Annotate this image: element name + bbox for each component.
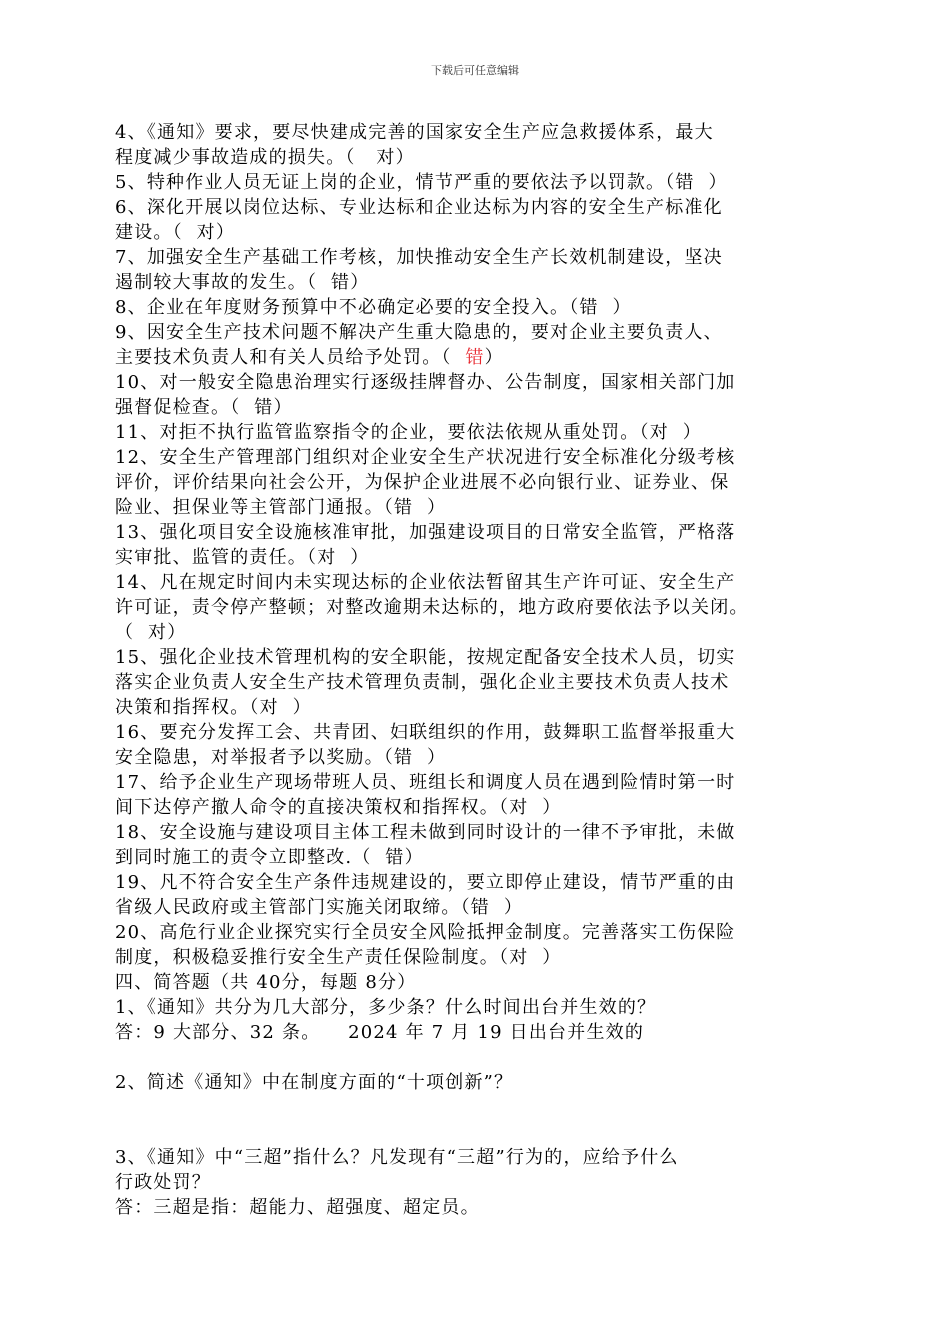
blank-line [115, 1095, 850, 1120]
text-line: 制度，积极稳妥推行安全生产责任保险制度。（对 ） [115, 947, 562, 968]
text-line: 5、特种作业人员无证上岗的企业，情节严重的要依法予以罚款。（错 ） [115, 172, 728, 193]
text-line: 安全隐患，对举报者予以奖励。（错 ） [115, 747, 447, 768]
text-line: 9、因安全生产技术问题不解决产生重大隐患的，要对企业主要负责人、 [115, 322, 723, 343]
text-line: 遏制较大事故的发生。（ 错） [115, 272, 370, 293]
question-line: 2、简述《通知》中在制度方面的“十项创新”？ [115, 1072, 514, 1093]
document-body [115, 120, 850, 1220]
text-line: 10、对一般安全隐患治理实行逐级挂牌督办、公告制度，国家相关部门加 [115, 372, 736, 393]
text-line: 到同时施工的责令立即整改.（ 错） [115, 847, 424, 868]
text-line: 6、深化开展以岗位达标、专业达标和企业达标为内容的安全生产标准化 [115, 197, 723, 218]
text-line: 强督促检查。（ 错） [115, 397, 293, 418]
text-line: 程度减少事故造成的损失。（ 对） [115, 147, 415, 168]
q9-line-text: 主要技术负责人和有关人员给予处罚。（ [115, 347, 466, 368]
text-line: 建设。（ 对） [115, 222, 236, 243]
answer-line: 答：9 大部分、32 条。 2024 年 7 月 19 日出台并生效的 [115, 1022, 645, 1043]
text-line: 17、给予企业生产现场带班人员、班组长和调度人员在遇到险情时第一时 [115, 772, 736, 793]
q9-answer-red: 错 [465, 347, 485, 368]
answer-line: 答：三超是指：超能力、超强度、超定员。 [115, 1197, 480, 1218]
text-line: 评价，评价结果向社会公开，为保护企业进展不必向银行业、证券业、保 [115, 472, 730, 493]
text-line: 18、安全设施与建设项目主体工程未做到同时设计的一律不予审批，未做 [115, 822, 736, 843]
text-line: 许可证，责令停产整顿；对整改逾期未达标的，地方政府要依法予以关闭。 [115, 597, 749, 618]
text-line: 实审批、监管的责任。（对 ） [115, 547, 370, 568]
text-line [115, 345, 850, 370]
blank-line [115, 1120, 850, 1145]
question-line: 行政处罚？ [115, 1172, 211, 1193]
blank-line [115, 1045, 850, 1070]
text-line: 11、对拒不执行监管监察指令的企业，要依法依规从重处罚。（对 ） [115, 422, 702, 443]
text-line: 间下达停产撤人命令的直接决策权和指挥权。（对 ） [115, 797, 562, 818]
text-line: （ 对） [115, 622, 187, 643]
text-line: 8、企业在年度财务预算中不必确定必要的安全投入。（错 ） [115, 297, 632, 318]
text-line: 19、凡不符合安全生产条件违规建设的，要立即停止建设，情节严重的由 [115, 872, 736, 893]
text-line: 16、要充分发挥工会、共青团、妇联组织的作用，鼓舞职工监督举报重大 [115, 722, 736, 743]
text-line: 4、《通知》要求，要尽快建成完善的国家安全生产应急救援体系，最大 [115, 122, 714, 143]
text-line: 决策和指挥权。（对 ） [115, 697, 312, 718]
q9-close-paren: ） [484, 347, 504, 368]
page-header: 下载后可任意编辑 [431, 64, 519, 77]
text-line: 20、高危行业企业探究实行全员安全风险抵押金制度。完善落实工伤保险 [115, 922, 736, 943]
text-line: 12、安全生产管理部门组织对企业安全生产状况进行安全标准化分级考核 [115, 447, 736, 468]
question-line: 1、《通知》共分为几大部分，多少条？什么时间出台并生效的？ [115, 997, 657, 1018]
section-heading: 四、简答题（共 40分，每题 8分） [115, 972, 417, 993]
text-line: 15、强化企业技术管理机构的安全职能，按规定配备安全技术人员，切实 [115, 647, 736, 668]
text-line: 13、强化项目安全设施核准审批，加强建设项目的日常安全监管，严格落 [115, 522, 736, 543]
text-line: 14、凡在规定时间内未实现达标的企业依法暂留其生产许可证、安全生产 [115, 572, 736, 593]
question-line: 3、《通知》中“三超”指什么？凡发现有“三超”行为的，应给予什么 [115, 1147, 679, 1168]
text-line: 险业、担保业等主管部门通报。（错 ） [115, 497, 447, 518]
text-line: 7、加强安全生产基础工作考核，加快推动安全生产长效机制建设，坚决 [115, 247, 723, 268]
text-line: 落实企业负责人安全生产技术管理负责制，强化企业主要技术负责人技术 [115, 672, 730, 693]
text-line: 省级人民政府或主管部门实施关闭取缔。（错 ） [115, 897, 524, 918]
